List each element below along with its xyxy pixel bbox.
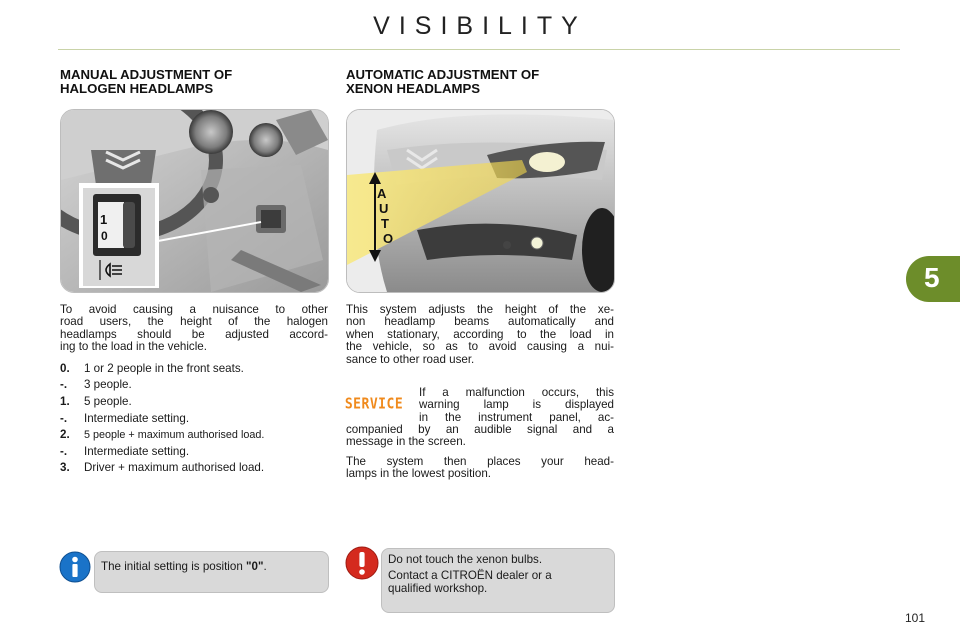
position-item [60,393,330,410]
position-item [60,360,330,377]
result-line: lamps in the lowest position. [346,467,491,481]
automatic-intro-line: when stationary, according to the load in [346,327,614,341]
automatic-intro-line: the vehicle, so as to avoid causing a nui- [346,340,614,354]
dashboard-drawing [61,110,328,292]
auto-letter-o: O [383,231,394,246]
manual-heading-line1: MANUAL ADJUSTMENT OF [60,67,233,82]
position-key: 3. [60,461,70,475]
position-key: -. [60,378,68,392]
automatic-heading-line1: AUTOMATIC ADJUSTMENT OF [346,67,540,82]
position-item [60,410,330,427]
service-warning-lamp [346,392,402,416]
position-item [60,426,330,443]
automatic-heading-line2: XENON HEADLAMPS [346,81,481,96]
malfunction-paragraph-bottom [346,424,614,449]
warning-note [381,548,615,613]
warning-line: qualified workshop. [388,582,488,595]
service-lamp-label: SERVICE [344,395,404,413]
page-number: 101 [905,611,926,625]
automatic-intro-line: non headlamp beams automatically and [346,315,614,329]
xenon-car-drawing [347,110,614,292]
position-text: Intermediate setting. [84,411,190,425]
info-note-value: "0" [246,560,264,573]
manual-intro-line: headlamps should be adjusted accord- [60,327,328,341]
warning-note-text [388,553,610,595]
malfunction-line: message in the screen. [346,435,466,449]
position-text: Driver + maximum authorised load. [84,461,265,475]
dial-label-1: 1 [100,212,108,227]
position-key: 2. [60,428,70,442]
chapter-tab [906,256,960,302]
xenon-car-illustration [346,109,615,293]
position-key: 1. [60,394,70,408]
malfunction-paragraph-top [419,387,614,424]
position-text: 5 people. [84,394,132,408]
warning-line: Contact a CITROËN dealer or a [388,569,552,582]
info-icon [59,551,91,583]
warning-icon [345,546,379,580]
automatic-intro [346,304,614,366]
result-line: The system then places your head- [346,455,614,468]
malfunction-line: in the instrument panel, ac- [419,410,614,424]
position-key: 0. [60,361,70,375]
auto-letter-t: T [381,216,389,231]
position-text: Intermediate setting. [84,444,190,458]
position-list [60,360,330,476]
manual-heading-line2: HALOGEN HEADLAMPS [60,81,214,96]
automatic-intro-line: This system adjusts the height of the xe- [346,303,614,316]
dashboard-illustration [60,109,329,293]
auto-letter-a: A [377,186,387,201]
dial-label-0: 0 [101,229,108,243]
automatic-intro-line: sance to other road user. [346,352,475,366]
position-text: 3 people. [84,378,132,392]
position-item [60,443,330,460]
result-paragraph [346,456,614,481]
position-text: 5 people + maximum authorised load. [84,428,265,441]
auto-letter-u: U [379,201,389,216]
info-note-text [101,560,267,573]
title-divider [58,49,900,50]
warning-line: Do not touch the xenon bulbs. [388,553,543,566]
info-note-end: . [263,560,267,573]
malfunction-line: companied by an audible signal and a [346,423,614,436]
automatic-section-heading [346,68,539,96]
manual-intro-line: road users, the height of the halogen [60,315,328,329]
manual-section-heading [60,68,232,96]
info-note [94,551,329,593]
position-item [60,377,330,394]
manual-intro-line: ing to the load in the vehicle. [60,340,207,354]
manual-intro-line: To avoid causing a nuisance to other [60,303,328,316]
position-key: -. [60,444,68,458]
chapter-number: 5 [924,262,940,293]
manual-intro [60,304,328,354]
page-title: VISIBILITY [373,12,587,40]
position-item [60,460,330,477]
info-note-body: The initial setting is position [101,560,246,573]
malfunction-line: warning lamp is displayed [419,398,614,412]
position-key: -. [60,411,68,425]
malfunction-line: If a malfunction occurs, this [419,386,614,399]
position-text: 1 or 2 people in the front seats. [84,361,244,375]
